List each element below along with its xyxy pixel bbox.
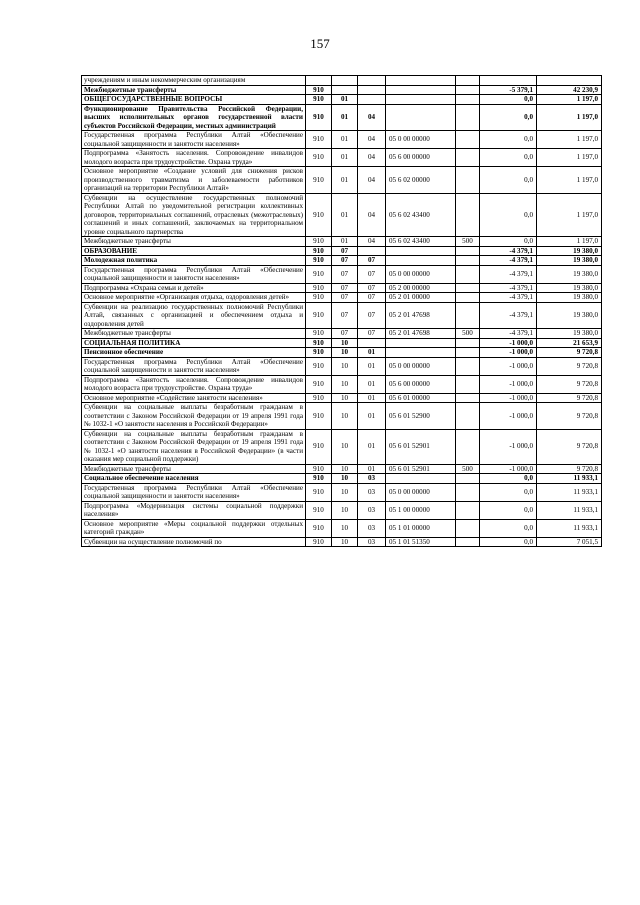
section-cell: 10 — [332, 403, 358, 430]
total-amount-cell: 1 197,0 — [537, 193, 602, 237]
ministry-code-cell: 910 — [306, 403, 332, 430]
subsection-cell: 03 — [358, 474, 386, 484]
table-row — [82, 265, 602, 283]
total-amount-cell: 7 051,5 — [537, 537, 602, 547]
subsection-cell: 04 — [358, 149, 386, 167]
name-cell: Основное мероприятие «Содействие занятости населения» — [82, 393, 306, 403]
name-cell: Пенсионное обеспечение — [82, 348, 306, 358]
change-amount-cell: -1 000,0 — [480, 338, 537, 348]
subsection-cell: 07 — [358, 302, 386, 329]
target-article-cell: 05 0 00 00000 — [386, 357, 456, 375]
ministry-code-cell: 910 — [306, 519, 332, 537]
change-amount-cell: 0,0 — [480, 519, 537, 537]
change-amount-cell: 0,0 — [480, 149, 537, 167]
name-cell: СОЦИАЛЬНАЯ ПОЛИТИКА — [82, 338, 306, 348]
target-article-cell: 05 0 00 00000 — [386, 131, 456, 149]
target-article-cell — [386, 95, 456, 105]
change-amount-cell: -1 000,0 — [480, 375, 537, 393]
table-row — [82, 85, 602, 95]
target-article-cell — [386, 76, 456, 86]
ministry-code-cell: 910 — [306, 329, 332, 339]
section-cell: 07 — [332, 246, 358, 256]
table-row — [82, 429, 602, 464]
budget-table — [81, 75, 602, 547]
name-cell: Основное мероприятие «Организация отдыха, оздоровления детей» — [82, 293, 306, 303]
name-cell: Субвенции на социальные выплаты безработным гражданам в соответствии с Законом Российской Федерации от 19 апреля 1991 года № 1032-1 «О занятости населения в Российской Федерации» — [82, 403, 306, 430]
ministry-code-cell: 910 — [306, 393, 332, 403]
ministry-code-cell: 910 — [306, 348, 332, 358]
ministry-code-cell: 910 — [306, 537, 332, 547]
subsection-cell: 03 — [358, 519, 386, 537]
target-article-cell: 05 2 01 47698 — [386, 329, 456, 339]
total-amount-cell: 21 653,9 — [537, 338, 602, 348]
section-cell: 10 — [332, 393, 358, 403]
subsection-cell: 04 — [358, 167, 386, 194]
ministry-code-cell: 910 — [306, 283, 332, 293]
change-amount-cell: -1 000,0 — [480, 357, 537, 375]
target-article-cell: 05 0 00 00000 — [386, 265, 456, 283]
subsection-cell — [358, 95, 386, 105]
change-amount-cell: 0,0 — [480, 131, 537, 149]
section-cell: 10 — [332, 519, 358, 537]
table-row — [82, 193, 602, 237]
section-cell: 01 — [332, 104, 358, 131]
subsection-cell: 04 — [358, 237, 386, 247]
table-row — [82, 501, 602, 519]
expense-type-cell — [456, 302, 480, 329]
table-row — [82, 149, 602, 167]
change-amount-cell: 0,0 — [480, 95, 537, 105]
target-article-cell: 05 2 00 00000 — [386, 283, 456, 293]
expense-type-cell — [456, 393, 480, 403]
ministry-code-cell: 910 — [306, 293, 332, 303]
target-article-cell: 05 1 01 00000 — [386, 519, 456, 537]
total-amount-cell: 11 933,1 — [537, 519, 602, 537]
subsection-cell: 07 — [358, 283, 386, 293]
ministry-code-cell: 910 — [306, 338, 332, 348]
change-amount-cell: -1 000,0 — [480, 429, 537, 464]
change-amount-cell: -4 379,1 — [480, 293, 537, 303]
target-article-cell: 05 1 00 00000 — [386, 501, 456, 519]
ministry-code-cell — [306, 76, 332, 86]
table-row — [82, 519, 602, 537]
name-cell: Межбюджетные трансферты — [82, 329, 306, 339]
expense-type-cell — [456, 256, 480, 266]
table-row — [82, 76, 602, 86]
target-article-cell: 05 6 00 00000 — [386, 149, 456, 167]
section-cell: 01 — [332, 193, 358, 237]
name-cell: Подпрограмма «Охрана семьи и детей» — [82, 283, 306, 293]
expense-type-cell — [456, 357, 480, 375]
total-amount-cell: 1 197,0 — [537, 167, 602, 194]
subsection-cell: 07 — [358, 293, 386, 303]
change-amount-cell — [480, 76, 537, 86]
change-amount-cell: -4 379,1 — [480, 265, 537, 283]
table-row — [82, 95, 602, 105]
table-row — [82, 329, 602, 339]
total-amount-cell: 1 197,0 — [537, 237, 602, 247]
ministry-code-cell: 910 — [306, 429, 332, 464]
table-row — [82, 131, 602, 149]
section-cell: 07 — [332, 293, 358, 303]
change-amount-cell: -1 000,0 — [480, 403, 537, 430]
target-article-cell: 05 0 00 00000 — [386, 483, 456, 501]
change-amount-cell: 0,0 — [480, 237, 537, 247]
page-number: 157 — [310, 36, 330, 51]
total-amount-cell: 19 380,0 — [537, 283, 602, 293]
ministry-code-cell: 910 — [306, 237, 332, 247]
ministry-code-cell: 910 — [306, 131, 332, 149]
section-cell: 10 — [332, 537, 358, 547]
expense-type-cell — [456, 131, 480, 149]
table-row — [82, 338, 602, 348]
total-amount-cell: 11 933,1 — [537, 483, 602, 501]
section-cell: 10 — [332, 357, 358, 375]
expense-type-cell — [456, 501, 480, 519]
section-cell: 01 — [332, 237, 358, 247]
table-row — [82, 293, 602, 303]
expense-type-cell — [456, 149, 480, 167]
ministry-code-cell: 910 — [306, 149, 332, 167]
change-amount-cell: -1 000,0 — [480, 348, 537, 358]
section-cell: 01 — [332, 95, 358, 105]
section-cell: 07 — [332, 283, 358, 293]
ministry-code-cell: 910 — [306, 95, 332, 105]
target-article-cell: 05 1 01 51350 — [386, 537, 456, 547]
subsection-cell: 07 — [358, 256, 386, 266]
ministry-code-cell: 910 — [306, 501, 332, 519]
total-amount-cell: 11 933,1 — [537, 501, 602, 519]
section-cell — [332, 85, 358, 95]
total-amount-cell: 19 380,0 — [537, 293, 602, 303]
target-article-cell — [386, 348, 456, 358]
expense-type-cell — [456, 95, 480, 105]
subsection-cell: 01 — [358, 375, 386, 393]
total-amount-cell: 9 720,8 — [537, 357, 602, 375]
change-amount-cell: 0,0 — [480, 537, 537, 547]
name-cell: Функционирование Правительства Российской Федерации, высших исполнительных органов государственной власти субъектов Российской Федерации, местных администраций — [82, 104, 306, 131]
expense-type-cell — [456, 104, 480, 131]
ministry-code-cell: 910 — [306, 246, 332, 256]
name-cell: Подпрограмма «Занятость населения. Сопровождение инвалидов молодого возраста при трудоустройстве. Охрана труда» — [82, 149, 306, 167]
target-article-cell: 05 6 01 52901 — [386, 429, 456, 464]
expense-type-cell — [456, 519, 480, 537]
subsection-cell: 01 — [358, 348, 386, 358]
change-amount-cell: -4 379,1 — [480, 329, 537, 339]
subsection-cell: 01 — [358, 393, 386, 403]
target-article-cell — [386, 474, 456, 484]
expense-type-cell — [456, 348, 480, 358]
total-amount-cell: 11 933,1 — [537, 474, 602, 484]
total-amount-cell: 42 230,9 — [537, 85, 602, 95]
table-row — [82, 357, 602, 375]
total-amount-cell: 9 720,8 — [537, 348, 602, 358]
section-cell: 01 — [332, 167, 358, 194]
subsection-cell: 01 — [358, 464, 386, 474]
section-cell — [332, 76, 358, 86]
change-amount-cell: -4 379,1 — [480, 256, 537, 266]
total-amount-cell: 19 380,0 — [537, 256, 602, 266]
ministry-code-cell: 910 — [306, 464, 332, 474]
table-row — [82, 167, 602, 194]
ministry-code-cell: 910 — [306, 483, 332, 501]
table-row — [82, 256, 602, 266]
section-cell: 07 — [332, 329, 358, 339]
table-row — [82, 403, 602, 430]
change-amount-cell: 0,0 — [480, 474, 537, 484]
section-cell: 07 — [332, 256, 358, 266]
target-article-cell: 05 6 02 00000 — [386, 167, 456, 194]
section-cell: 01 — [332, 149, 358, 167]
name-cell: Государственная программа Республики Алтай «Обеспечение социальной защищенности и занятости населения» — [82, 357, 306, 375]
change-amount-cell: -4 379,1 — [480, 302, 537, 329]
ministry-code-cell: 910 — [306, 193, 332, 237]
subsection-cell: 04 — [358, 193, 386, 237]
ministry-code-cell: 910 — [306, 265, 332, 283]
subsection-cell: 03 — [358, 483, 386, 501]
expense-type-cell — [456, 283, 480, 293]
name-cell: Основное мероприятие «Меры социальной поддержки отдельных категорий граждан» — [82, 519, 306, 537]
target-article-cell: 05 6 01 52900 — [386, 403, 456, 430]
expense-type-cell — [456, 403, 480, 430]
table-row — [82, 348, 602, 358]
expense-type-cell — [456, 85, 480, 95]
total-amount-cell: 9 720,8 — [537, 403, 602, 430]
subsection-cell: 03 — [358, 501, 386, 519]
target-article-cell — [386, 246, 456, 256]
total-amount-cell: 9 720,8 — [537, 393, 602, 403]
ministry-code-cell: 910 — [306, 104, 332, 131]
name-cell: Государственная программа Республики Алтай «Обеспечение социальной защищенности и занятости населения» — [82, 265, 306, 283]
subsection-cell: 07 — [358, 265, 386, 283]
total-amount-cell: 9 720,8 — [537, 375, 602, 393]
total-amount-cell: 19 380,0 — [537, 302, 602, 329]
table-row — [82, 246, 602, 256]
expense-type-cell — [456, 265, 480, 283]
subsection-cell — [358, 246, 386, 256]
expense-type-cell: 500 — [456, 237, 480, 247]
total-amount-cell: 1 197,0 — [537, 131, 602, 149]
change-amount-cell: -1 000,0 — [480, 393, 537, 403]
subsection-cell: 07 — [358, 329, 386, 339]
expense-type-cell — [456, 293, 480, 303]
total-amount-cell: 1 197,0 — [537, 149, 602, 167]
expense-type-cell — [456, 483, 480, 501]
name-cell: Субвенции на социальные выплаты безработным гражданам в соответствии с Законом Российской Федерации от 19 апреля 1991 года № 1032-1 «О занятости населения в Российской Федерации» (в части оказания мер социальной поддержки) — [82, 429, 306, 464]
table-row — [82, 483, 602, 501]
table-row — [82, 393, 602, 403]
target-article-cell — [386, 338, 456, 348]
target-article-cell — [386, 104, 456, 131]
section-cell: 01 — [332, 131, 358, 149]
name-cell: Подпрограмма «Занятость населения. Сопровождение инвалидов молодого возраста при трудоустройстве. Охрана труда» — [82, 375, 306, 393]
section-cell: 10 — [332, 348, 358, 358]
section-cell: 10 — [332, 474, 358, 484]
name-cell: ОБРАЗОВАНИЕ — [82, 246, 306, 256]
section-cell: 07 — [332, 302, 358, 329]
name-cell: Межбюджетные трансферты — [82, 464, 306, 474]
subsection-cell: 04 — [358, 131, 386, 149]
ministry-code-cell: 910 — [306, 375, 332, 393]
target-article-cell: 05 6 02 43400 — [386, 193, 456, 237]
ministry-code-cell: 910 — [306, 256, 332, 266]
change-amount-cell: -4 379,1 — [480, 283, 537, 293]
expense-type-cell — [456, 429, 480, 464]
change-amount-cell: -4 379,1 — [480, 246, 537, 256]
table-row — [82, 237, 602, 247]
section-cell: 10 — [332, 464, 358, 474]
name-cell: Молодежная политика — [82, 256, 306, 266]
table-row — [82, 302, 602, 329]
name-cell: Субвенции на осуществление государственных полномочий Республики Алтай по уведомительной регистрации коллективных договоров, территориальных соглашений, отраслевых (межотраслевых) соглашений и иных соглашений, заключаемых на территориальном уровне социального партнерства — [82, 193, 306, 237]
table-row — [82, 474, 602, 484]
expense-type-cell: 500 — [456, 464, 480, 474]
expense-type-cell — [456, 375, 480, 393]
change-amount-cell: 0,0 — [480, 483, 537, 501]
change-amount-cell: 0,0 — [480, 501, 537, 519]
name-cell: Основное мероприятие «Создание условий для снижения рисков производственного травматизма и заболеваемости работников организаций на территории Республики Алтай» — [82, 167, 306, 194]
target-article-cell — [386, 85, 456, 95]
total-amount-cell: 9 720,8 — [537, 429, 602, 464]
target-article-cell: 05 2 01 47698 — [386, 302, 456, 329]
target-article-cell: 05 6 01 52901 — [386, 464, 456, 474]
subsection-cell — [358, 85, 386, 95]
change-amount-cell: -1 000,0 — [480, 464, 537, 474]
section-cell: 10 — [332, 338, 358, 348]
total-amount-cell: 19 380,0 — [537, 246, 602, 256]
section-cell: 07 — [332, 265, 358, 283]
expense-type-cell — [456, 474, 480, 484]
table-row — [82, 104, 602, 131]
expense-type-cell — [456, 537, 480, 547]
ministry-code-cell: 910 — [306, 85, 332, 95]
subsection-cell: 03 — [358, 537, 386, 547]
subsection-cell — [358, 76, 386, 86]
change-amount-cell: 0,0 — [480, 193, 537, 237]
subsection-cell: 04 — [358, 104, 386, 131]
section-cell: 10 — [332, 375, 358, 393]
name-cell: Государственная программа Республики Алтай «Обеспечение социальной защищенности и занятости населения» — [82, 131, 306, 149]
total-amount-cell — [537, 76, 602, 86]
subsection-cell: 01 — [358, 429, 386, 464]
subsection-cell — [358, 338, 386, 348]
name-cell: ОБЩЕГОСУДАРСТВЕННЫЕ ВОПРОСЫ — [82, 95, 306, 105]
name-cell: Межбюджетные трансферты — [82, 237, 306, 247]
change-amount-cell: -5 379,1 — [480, 85, 537, 95]
table-row — [82, 464, 602, 474]
table-row — [82, 283, 602, 293]
ministry-code-cell: 910 — [306, 474, 332, 484]
expense-type-cell — [456, 76, 480, 86]
section-cell: 10 — [332, 429, 358, 464]
expense-type-cell — [456, 246, 480, 256]
subsection-cell: 01 — [358, 403, 386, 430]
name-cell: Государственная программа Республики Алтай «Обеспечение социальной защищенности и занятости населения» — [82, 483, 306, 501]
total-amount-cell: 19 380,0 — [537, 329, 602, 339]
section-cell: 10 — [332, 483, 358, 501]
target-article-cell: 05 6 02 43400 — [386, 237, 456, 247]
total-amount-cell: 9 720,8 — [537, 464, 602, 474]
ministry-code-cell: 910 — [306, 357, 332, 375]
ministry-code-cell: 910 — [306, 302, 332, 329]
subsection-cell: 01 — [358, 357, 386, 375]
total-amount-cell: 1 197,0 — [537, 95, 602, 105]
name-cell: Межбюджетные трансферты — [82, 85, 306, 95]
expense-type-cell: 500 — [456, 329, 480, 339]
expense-type-cell — [456, 193, 480, 237]
total-amount-cell: 19 380,0 — [537, 265, 602, 283]
name-cell: Субвенции на реализацию государственных полномочий Республики Алтай, связанных с организацией и обеспечением отдыха и оздоровления детей — [82, 302, 306, 329]
table-row — [82, 537, 602, 547]
target-article-cell: 05 6 00 00000 — [386, 375, 456, 393]
change-amount-cell: 0,0 — [480, 104, 537, 131]
table-row — [82, 375, 602, 393]
name-cell: Подпрограмма «Модернизация системы социальной поддержки населения» — [82, 501, 306, 519]
total-amount-cell: 1 197,0 — [537, 104, 602, 131]
target-article-cell — [386, 256, 456, 266]
expense-type-cell — [456, 338, 480, 348]
ministry-code-cell: 910 — [306, 167, 332, 194]
section-cell: 10 — [332, 501, 358, 519]
name-cell: Социальное обеспечение населения — [82, 474, 306, 484]
target-article-cell: 05 2 01 00000 — [386, 293, 456, 303]
name-cell: учреждениям и иным некоммерческим организациям — [82, 76, 306, 86]
target-article-cell: 05 6 01 00000 — [386, 393, 456, 403]
change-amount-cell: 0,0 — [480, 167, 537, 194]
expense-type-cell — [456, 167, 480, 194]
name-cell: Субвенции на осуществление полномочий по — [82, 537, 306, 547]
